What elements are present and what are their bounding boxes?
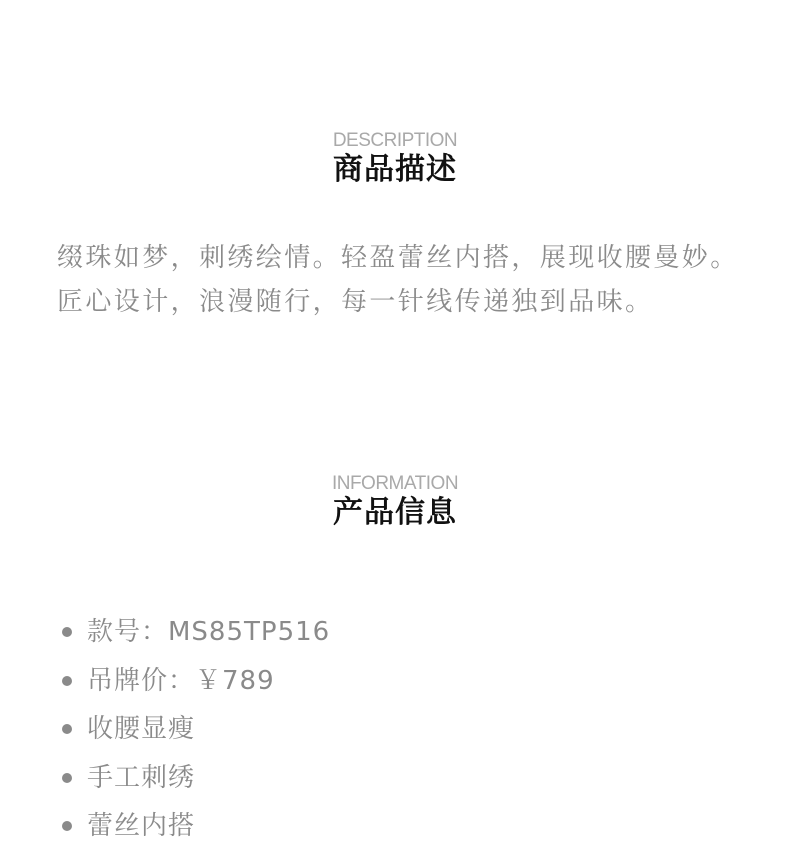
description-header <box>0 130 790 188</box>
list-item-text: 收腰显瘦 <box>87 714 196 744</box>
list-item-text: 款号：MS85TP516 <box>87 617 331 647</box>
list-item-style-number <box>58 610 330 659</box>
list-item-text: 手工刺绣 <box>87 762 196 793</box>
bullet-icon <box>62 676 72 686</box>
bullet-icon <box>62 627 72 637</box>
information-eyebrow: INFORMATION <box>331 473 459 494</box>
bullet-icon <box>62 773 72 783</box>
bullet-icon <box>62 724 72 734</box>
list-item-tag-price <box>58 659 330 708</box>
list-item-feature-waist <box>58 707 330 756</box>
list-item-text: 吊牌价：￥789 <box>87 665 275 696</box>
description-eyebrow: DESCRIPTION <box>332 130 458 151</box>
information-header <box>0 473 790 531</box>
list-item-feature-lace <box>58 804 330 853</box>
list-item-text: 蕾丝内搭 <box>87 811 196 841</box>
product-info-list <box>58 610 330 853</box>
bullet-icon <box>62 821 72 831</box>
information-title: 产品信息 <box>333 495 457 530</box>
description-text: 缀珠如梦，刺绣绘情。轻盈蕾丝内搭，展现收腰曼妙。匠心设计，浪漫随行，每一针线传递独到品味。 <box>57 243 739 317</box>
list-item-feature-embroidery <box>58 756 330 805</box>
description-title: 商品描述 <box>333 152 457 187</box>
